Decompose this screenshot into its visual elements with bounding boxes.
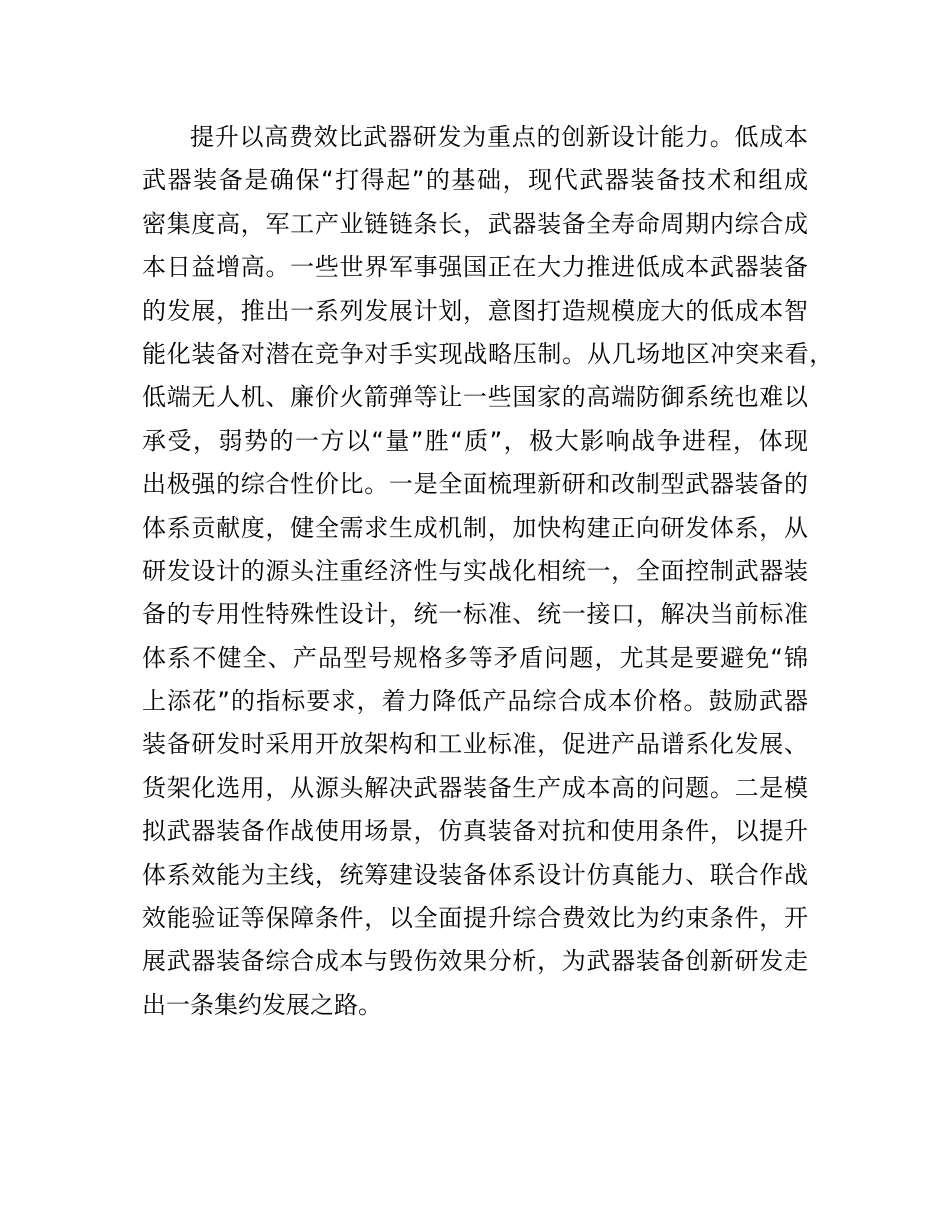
text-line-10: 体系贡献度，健全需求生成机制，加快构建正向研发体系，从: [142, 513, 808, 542]
text-line-15: 装备研发时采用开放架构和工业标准，促进产品谱系化发展、: [142, 730, 808, 759]
text-line-11: 研发设计的源头注重经济性与实战化相统一，全面控制武器装: [142, 556, 808, 585]
text-line-14: 上添花”的指标要求，着力降低产品综合成本价格。鼓励武器: [142, 687, 808, 716]
text-line-20: 展武器装备综合成本与毁伤效果分析，为武器装备创新研发走: [142, 947, 808, 976]
text-line-12: 备的专用性特殊性设计，统一标准、统一接口，解决当前标准: [142, 600, 808, 629]
text-line-21: 出一条集约发展之路。: [142, 990, 382, 1019]
text-line-18: 体系效能为主线，统筹建设装备体系设计仿真能力、联合作战: [142, 860, 808, 889]
text-line-5: 的发展，推出一系列发展计划，意图打造规模庞大的低成本智: [142, 296, 808, 325]
text-line-2: 武器装备是确保“打得起”的基础，现代武器装备技术和组成: [142, 166, 808, 195]
text-line-16: 货架化选用，从源头解决武器装备生产成本高的问题。二是模: [142, 773, 808, 802]
text-line-6: 能化装备对潜在竞争对手实现战略压制。从几场地区冲突来看，: [142, 339, 834, 368]
text-line-8: 承受，弱势的一方以“量”胜“质”，极大影响战争进程，体现: [142, 426, 808, 455]
text-line-3: 密集度高，军工产业链链条长，武器装备全寿命周期内综合成: [142, 209, 808, 238]
body-paragraph: [142, 116, 834, 1027]
text-line-4: 本日益增高。一些世界军事强国正在大力推进低成本武器装备: [142, 253, 808, 282]
text-line-9: 出极强的综合性价比。一是全面梳理新研和改制型武器装备的: [142, 470, 808, 499]
text-line-19: 效能验证等保障条件，以全面提升综合费效比为约束条件，开: [142, 904, 808, 933]
text-line-1: 提升以高费效比武器研发为重点的创新设计能力。低成本: [190, 123, 808, 151]
text-line-13: 体系不健全、产品型号规格多等矛盾问题，尤其是要避免“锦: [142, 643, 808, 672]
text-line-17: 拟武器装备作战使用场景，仿真装备对抗和使用条件，以提升: [142, 817, 808, 846]
text-line-7: 低端无人机、廉价火箭弹等让一些国家的高端防御系统也难以: [142, 383, 808, 412]
